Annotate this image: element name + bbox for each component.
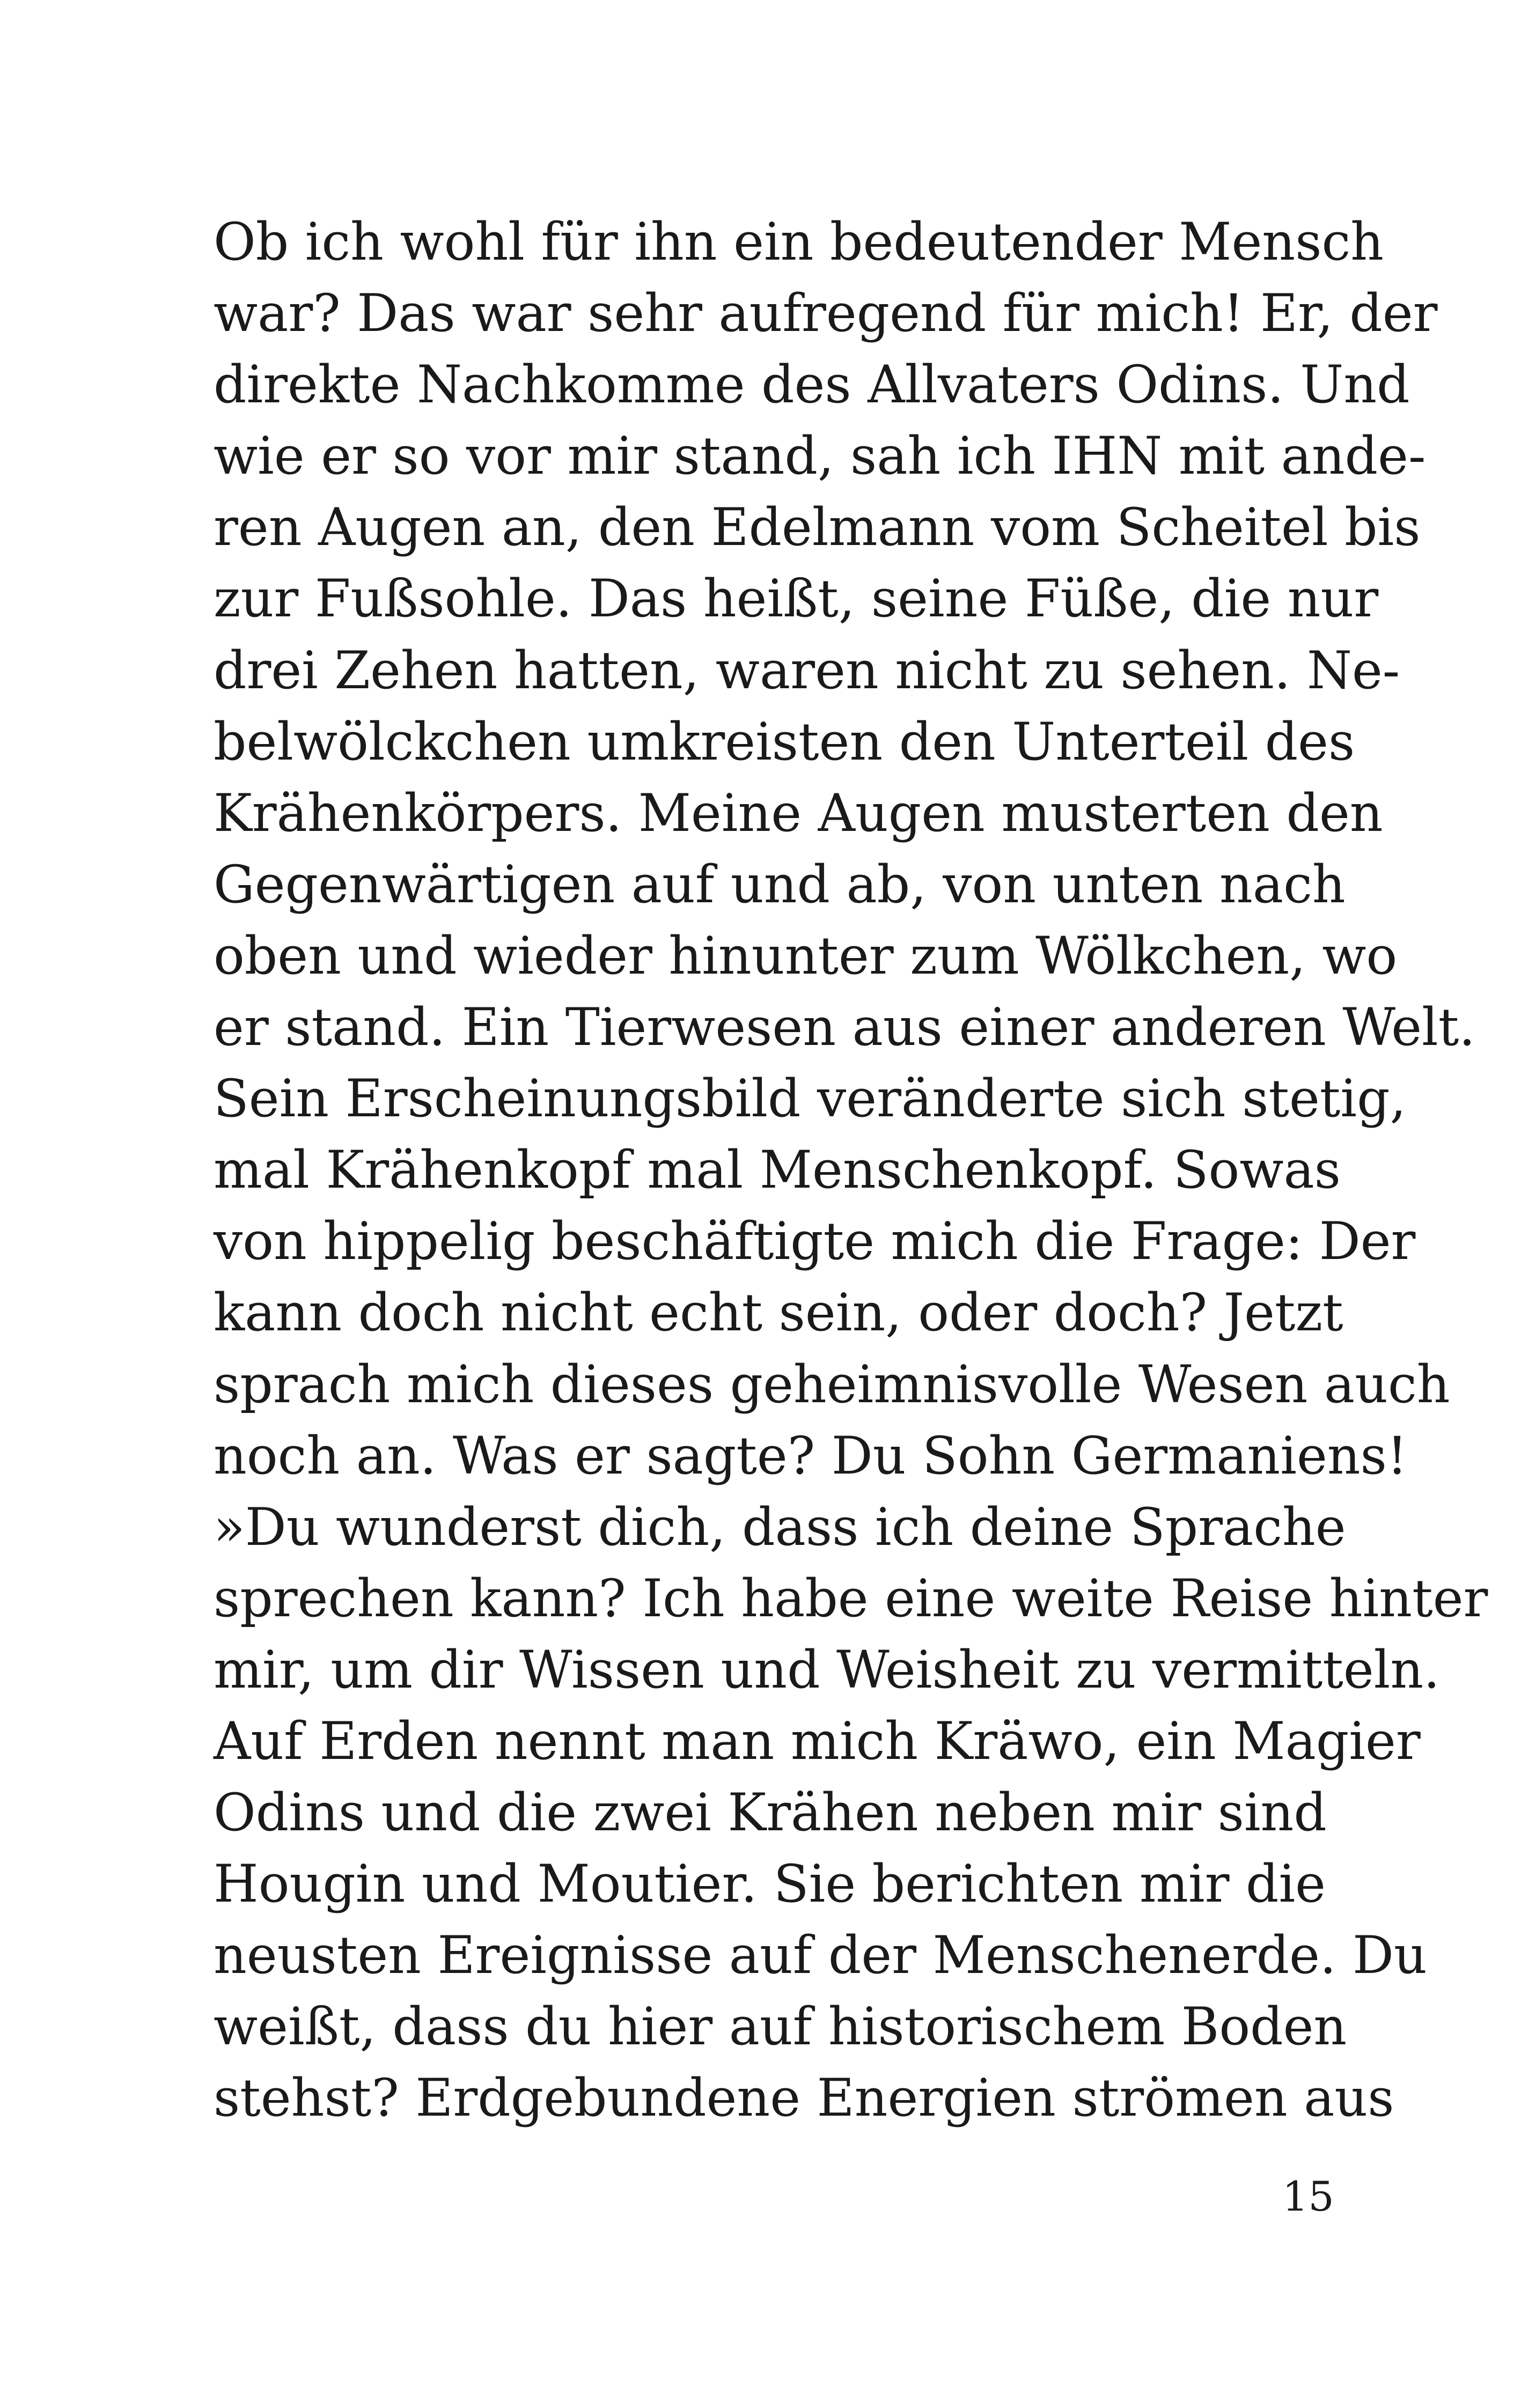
page-number: 15 [1282, 2173, 1334, 2220]
text-line: Odins und die zwei Krähen neben mir sind [214, 1783, 1327, 1843]
text-line: sprach mich dieses geheimnisvolle Wesen auch [214, 1354, 1450, 1415]
text-line: noch an. Was er sagte? Du Sohn Germaniens! [214, 1425, 1408, 1486]
text-line: Ob ich wohl für ihn ein bedeutender Mensch [214, 212, 1384, 272]
text-line: zur Fußsohle. Das heißt, seine Füße, die nur [214, 569, 1379, 629]
text-line: er stand. Ein Tierwesen aus einer anderen Welt. [214, 997, 1475, 1058]
text-line: direkte Nachkomme des Allvaters Odins. Und [214, 355, 1410, 415]
text-line: mir, um dir Wissen und Weisheit zu vermitteln. [214, 1639, 1440, 1700]
text-line: Sein Erscheinungsbild veränderte sich stetig, [214, 1069, 1407, 1129]
text-line: Krähenkörpers. Meine Augen musterten den [214, 783, 1383, 843]
text-line: von hippelig beschäftigte mich die Frage: Der [214, 1211, 1416, 1272]
body-text [214, 207, 1488, 2134]
text-line: neusten Ereignisse auf der Menschenerde. Du [214, 1925, 1427, 1986]
text-line: belwölckchen umkreisten den Unterteil des [214, 711, 1355, 772]
text-line: mal Krähenkopf mal Menschenkopf. Sowas [214, 1140, 1341, 1201]
text-line: weißt, dass du hier auf historischem Boden [214, 1997, 1347, 2057]
text-line: stehst? Erdgebundene Energien strömen aus [214, 2068, 1394, 2129]
text-line: war? Das war sehr aufregend für mich! Er, der [214, 283, 1438, 344]
text-line: oben und wieder hinunter zum Wölkchen, wo [214, 925, 1398, 986]
text-line: drei Zehen hatten, waren nicht zu sehen. Ne- [214, 640, 1400, 701]
text-line: ren Augen an, den Edelmann vom Scheitel bis [214, 497, 1421, 558]
text-line: kann doch nicht echt sein, oder doch? Jetzt [214, 1283, 1343, 1343]
text-line: »Du wunderst dich, dass ich deine Sprache [214, 1497, 1346, 1557]
text-line: Auf Erden nennt man mich Kräwo, ein Magier [214, 1711, 1421, 1771]
text-line: Hougin und Moutier. Sie berichten mir die [214, 1854, 1326, 1914]
text-line: sprechen kann? Ich habe eine weite Reise hinter [214, 1568, 1488, 1629]
text-line: Gegenwärtigen auf und ab, von unten nach [214, 854, 1346, 915]
text-line: wie er so vor mir stand, sah ich IHN mit ande- [214, 426, 1426, 487]
